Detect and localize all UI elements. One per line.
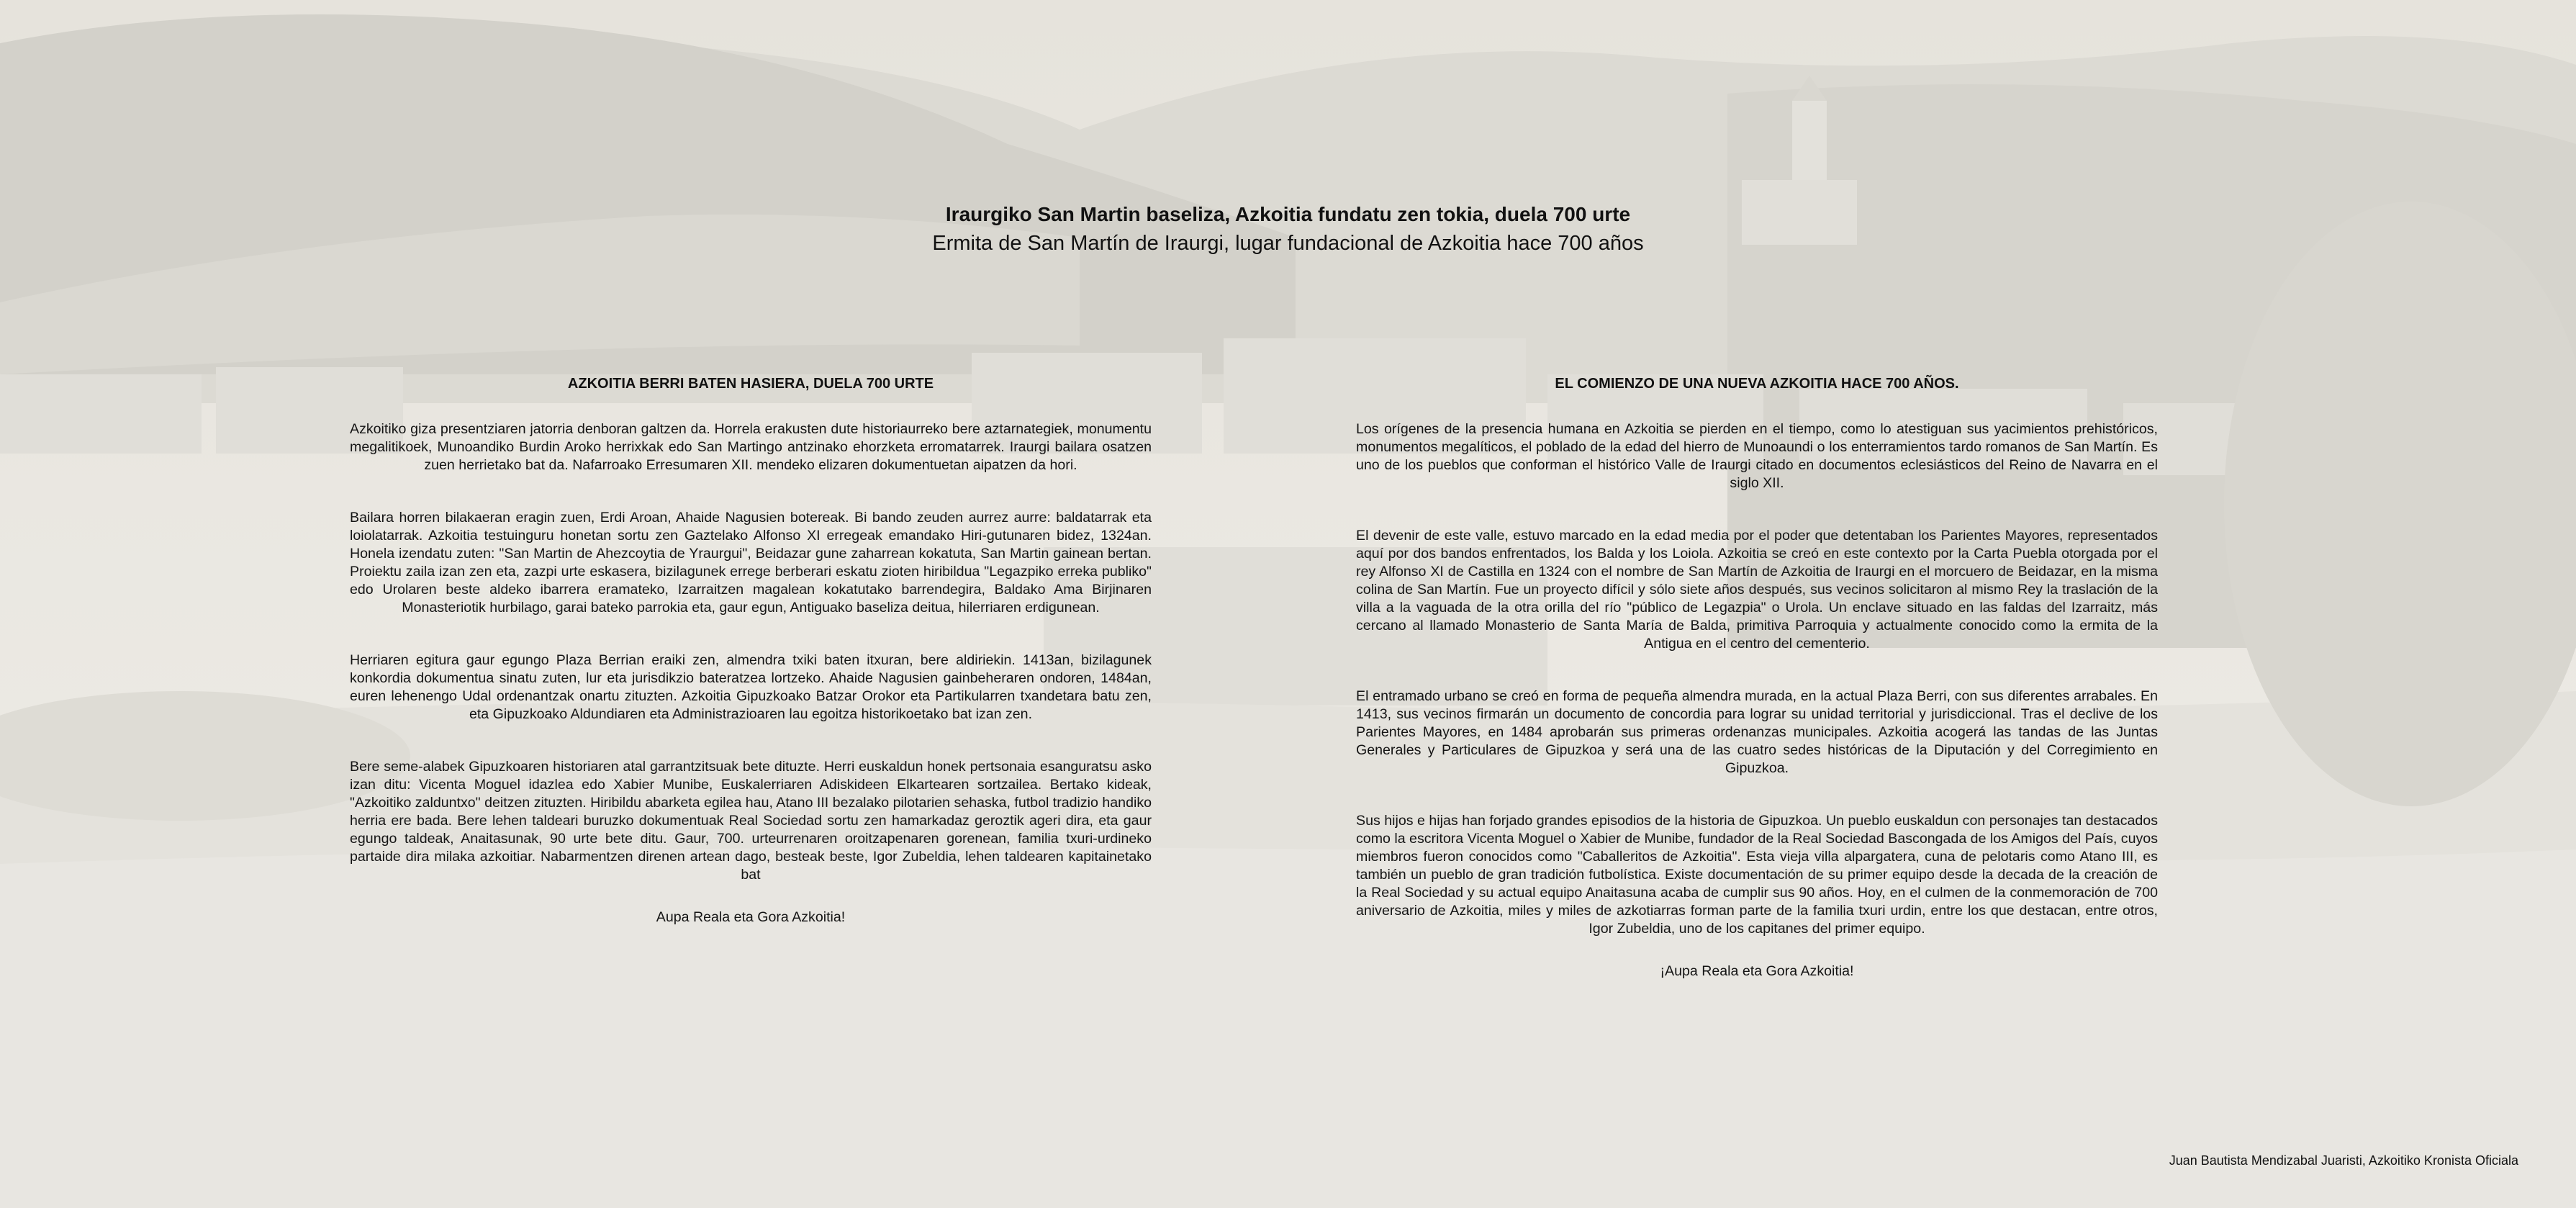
basque-column (350, 374, 1152, 961)
spanish-paragraph-4: Sus hijos e hijas han forjado grandes episodios de la historia de Gipuzkoa. Un pueblo euskaldun con personajes tan destacados como la escritora Vicenta Moguel o Xabier de Munibe, fundador de la Real Sociedad Bascongada de los Amigos del País, cuyos miembros fueron conocidos como "Caballeritos de Azkoitia". Esta vieja villa alpargatera, cuna de pelotaris como Atano III, es también un pueblo de gran tradición futbolística. Existe documentación de su primer equipo desde la decada de la creación de la Real Sociedad y su actual equipo Anaitasuna acaba de cumplir sus 90 años. Hoy, en el culmen de la conmemoración de 700 aniversario de Azkoitia, miles y miles de azkotiarras forman parte de la familia txuri urdin, entre los que destacan, entre otros, Igor Zubeldia, uno de los capitanes del primer equipo. (1356, 813, 2158, 937)
page-titles (0, 200, 2576, 258)
spanish-column (1356, 374, 2158, 1015)
basque-closing: Aupa Reala eta Gora Azkoitia! (656, 909, 846, 925)
basque-paragraph-2: Bailara horren bilakaeran eragin zuen, Erdi Aroan, Ahaide Nagusien botereak. Bi bando zeuden aurrez aurre: baldatarrak eta loiolatarrak. Azkoitia testuinguru honetan sortu zen Gaztelako Alfonso XI erregeak emandako Hiri-gutunaren bidez, 1324an. Honela izendatu zuten: "San Martin de Ahezcoytia de Yraurgui", Beidazar gune zaharrean kokatuta, San Martin gainean bertan. Proiektu zaila izan zen eta, zazpi urte eskasera, bizilagunek errege berberari eskatu zioten hiribildua "Legazpiko erreka publiko" edo Urolaren beste aldeko ibarrera eramateko, Izarraitzen magalean kokatutako barrendegira, Baldako Ama Birjinaren Monasteriotik hurbilago, garai bateko parrokia eta, gaur egun, Antiguako baseliza deitua, hilerriaren erdigunean. (350, 510, 1152, 616)
spanish-heading: EL COMIENZO DE UNA NUEVA AZKOITIA HACE 700 AÑOS. (1555, 376, 1959, 392)
spanish-paragraph-2: El devenir de este valle, estuvo marcado en la edad media por el poder que detentaban los Parientes Mayores, representados aquí por dos bandos enfrentados, los Balda y los Loiola. Azkoitia se creó en este contexto por la Carta Puebla otorgada por el rey Alfonso XI de Castilla en 1324 con el nombre de San Martín de Azkoitia de Iraurgi en el morcuero de Beidazar, en la misma colina de San Martín. Fue un proyecto difícil y sólo siete años después, sus vecinos solicitaron al mismo Rey la traslación de la villa a la vaguada de la otra orilla del río "público de Legazpia" o Urola. Un enclave situado en las faldas del Izarraitz, más cercano al llamado Monasterio de Santa María de Balda, primitiva Parroquia y actualmente conocido como la ermita de la Antigua en el centro del cementerio. (1356, 528, 2158, 652)
author-credit: Juan Bautista Mendizabal Juaristi, Azkoitiko Kronista Oficiala (2169, 1153, 2518, 1168)
basque-paragraph-4: Bere seme-alabek Gipuzkoaren historiaren atal garrantzitsuak bete dituzte. Herri euskaldun honek pertsonaia esanguratsu asko izan ditu: Vicenta Moguel idazlea edo Xabier Munibe, Euskalerriaren Adiskideen Elkartearen sortzailea. Bertako kideak, "Azkoitiko zalduntxo" deitzen zituzten. Hiribildu abarketa egilea hau, Atano III bezalako pilotarien sehaska, futbol tradizio handiko herria ere bada. Bere lehen taldeari buruzko dokumentuak Real Sociedad sortu zen hamarkadaz geroztik ageri dira, eta gaur egungo taldeak, Anaitasunak, 90 urte bete ditu. Gaur, 700. urteurrenaren oroitzapenaren gorenean, familia txuri-urdineko partaide dira milaka azkoitiar. Nabarmentzen direnen artean dago, besteak beste, Igor Zubeldia, lehen taldearen kapitainetako bat (350, 759, 1152, 883)
spanish-paragraph-3: El entramado urbano se creó en forma de pequeña almendra murada, en la actual Plaza Berri, con sus diferentes arrabales. En 1413, sus vecinos firmarán un documento de concordia para lograr su unidad territorial y jurisdiccional. Tras el declive de los Parientes Mayores, en 1484 aprobarán sus primeras ordenanzas municipales. Azkoitia acogerá las tandas de las Juntas Generales y Particulares de Gipuzkoa y será una de las cuatro sedes históricas de la Diputación y del Corregimiento en Gipuzkoa. (1356, 688, 2158, 776)
spanish-paragraph-1: Los orígenes de la presencia humana en Azkoitia se pierden en el tiempo, como lo atestiguan sus yacimientos prehistóricos, monumentos megalíticos, el poblado de la edad del hierro de Munoaundi o los enterramientos tardo romanos de San Martín. Es uno de los pueblos que conforman el histórico Valle de Iraurgi citado en documentos eclesiásticos del Reino de Navarra en el siglo XII. (1356, 421, 2158, 491)
basque-heading: AZKOITIA BERRI BATEN HASIERA, DUELA 700 URTE (567, 376, 934, 392)
basque-paragraph-1: Azkoitiko giza presentziaren jatorria denboran galtzen da. Horrela erakusten dute historiaurreko bere aztarnategiek, monumentu megalitikoek, Munoandiko Burdin Aroko herrixkak edo San Martingo antzinako ehorzketa erromatarrek. Iraurgi bailara osatzen zuen herrietako bat da. Nafarroako Erresumaren XII. mendeko elizaren dokumentuetan aipatzen da hori. (350, 421, 1152, 473)
title-basque: Iraurgiko San Martin baseliza, Azkoitia fundatu zen tokia, duela 700 urte (945, 203, 1631, 225)
basque-paragraph-3: Herriaren egitura gaur egungo Plaza Berrian eraiki zen, almendra txiki baten itxuran, bere aldiriekin. 1413an, bizilagunek konkordia dokumentua sinatu zuten, lur eta jurisdikzio bateratzea lortzeko. Ahaide Nagusien gainbeheraren ondoren, 1484an, euren lehenengo Udal ordenantzak onartu zituzten. Azkoitia Gipuzkoako Batzar Orokor eta Partikularren txandetara batu zen, eta Gipuzkoako Aldundiaren eta Administrazioaren lau egoitza historikoetako bat izan zen. (350, 652, 1152, 722)
title-spanish: Ermita de San Martín de Iraurgi, lugar fundacional de Azkoitia hace 700 años (932, 232, 1644, 255)
spanish-closing: ¡Aupa Reala eta Gora Azkoitia! (1660, 963, 1854, 979)
